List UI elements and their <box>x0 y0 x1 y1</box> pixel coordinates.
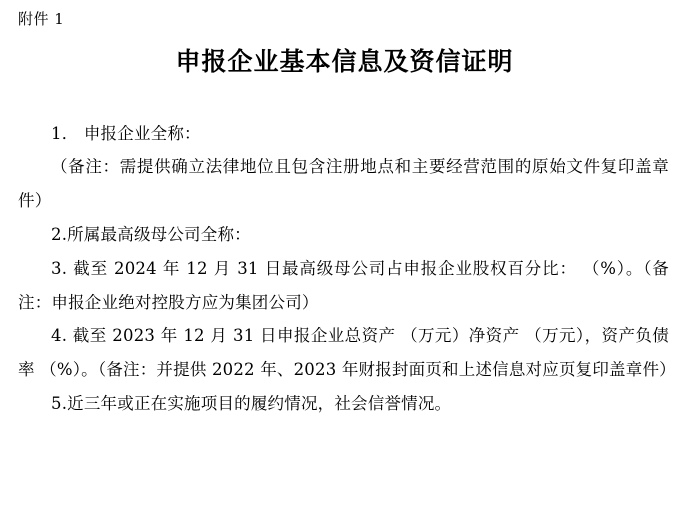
paragraph-item-1: 1． 申报企业全称： <box>51 123 201 143</box>
page-title: 申报企业基本信息及资信证明 <box>175 47 514 76</box>
paragraph-item-3: 3. 截至 2024 年 12 月 31 日最高级母公司占申报企业股权百分比： （%）。（备注：申报企业绝对控股方应为集团公司） <box>18 258 669 312</box>
attachment-label: 附件 1 <box>18 10 65 28</box>
paragraph-item-5: 5.近三年或正在实施项目的履约情况，社会信誉情况。 <box>51 394 452 413</box>
paragraph-item-1-note: （备注：需提供确立法律地位且包含注册地点和主要经营范围的原始文件复印盖章件） <box>18 157 669 211</box>
paragraph-item-2: 2.所属最高级母公司全称： <box>51 224 251 244</box>
document-body <box>14 117 675 421</box>
paragraph-item-4: 4. 截至 2023 年 12 月 31 日申报企业总资产 （万元）净资产 （万元），资产负债率 （%）。（备注：并提供 2022 年、2023 年财报封面页和上述信息对应页复印盖章件） <box>18 326 676 380</box>
